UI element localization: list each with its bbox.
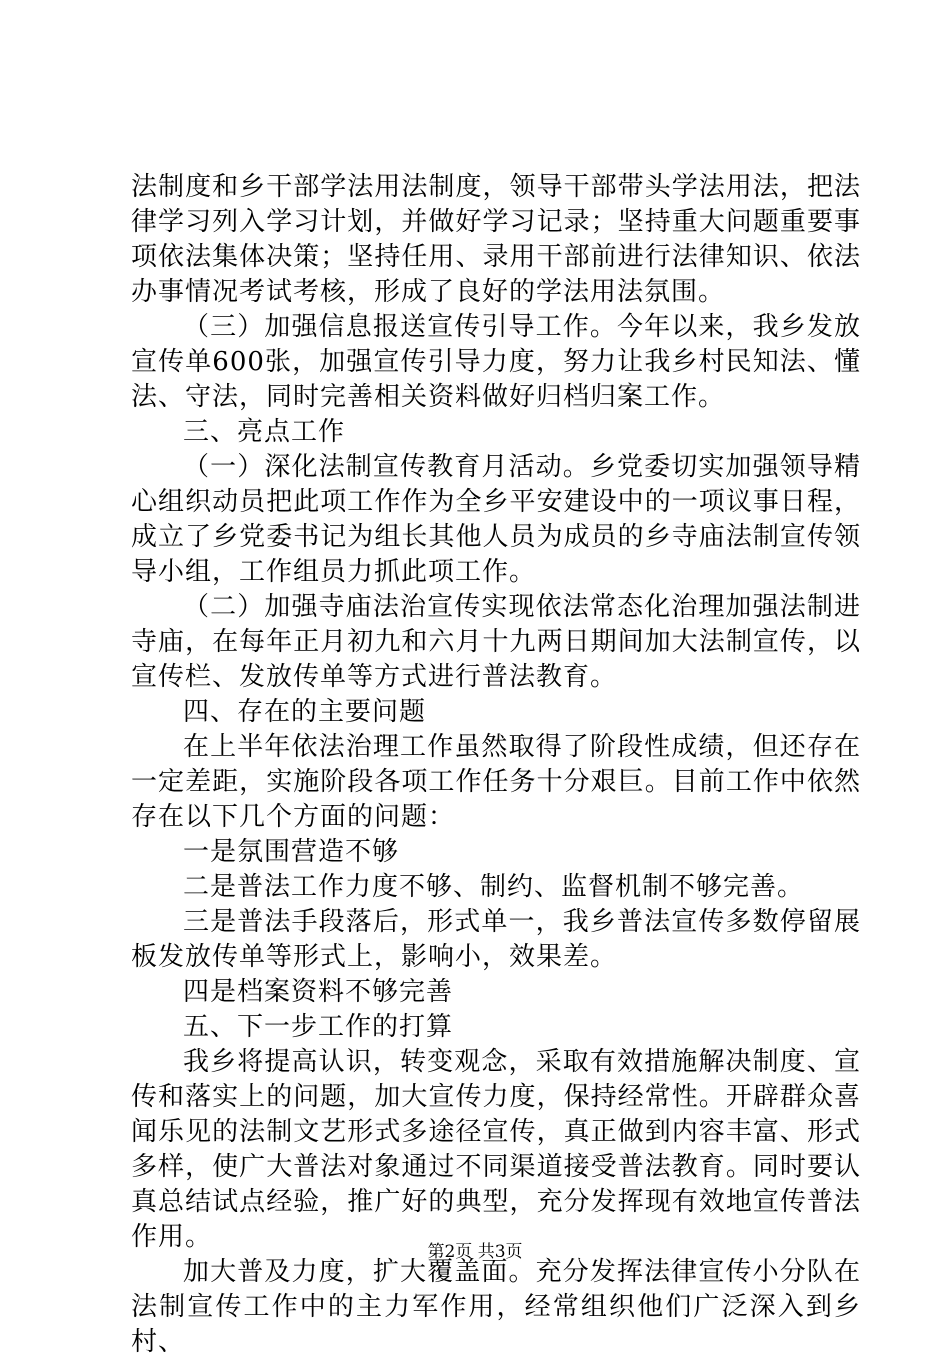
paragraph-legal-month: （一）深化法制宣传教育月活动。乡党委切实加强领导精心组织动员把此项工作作为全乡平安建设中的一项议事日程，成立了乡党委书记为组长其他人员为成员的乡寺庙法制宣传领导小组，工作组员力抓此项工作。 <box>131 452 861 587</box>
paragraph-next-steps: 我乡将提高认识，转变观念，采取有效措施解决制度、宣传和落实上的问题，加大宣传力度，保持经常性。开辟群众喜闻乐见的法制文艺形式多途径宣传，真正做到内容丰富、形式多样，使广大普法对象通过不同渠道接受普法教育。同时要认真总结试点经验，推广好的典型，充分发挥现有效地宣传普法作用。 <box>131 1047 861 1252</box>
paragraph-continuation: 法制度和乡干部学法用法制度，领导干部带头学法用法，把法律学习列入学习计划，并做好学习记录；坚持重大问题重要事项依法集体决策；坚持任用、录用干部前进行法律知识、依法办事情况考试考核，形成了良好的学法用法氛围。 <box>131 172 861 307</box>
paragraph-problems-intro: 在上半年依法治理工作虽然取得了阶段性成绩，但还存在一定差距，实施阶段各项工作任务十分艰巨。目前工作中依然存在以下几个方面的问题： <box>131 732 861 832</box>
page-number-footer: 第2页 共3页 <box>427 1242 523 1262</box>
document-body <box>131 170 861 1360</box>
section-heading-next-steps: 五、下一步工作的打算 <box>183 1012 454 1042</box>
paragraph-temple-legal: （二）加强寺庙法治宣传实现依法常态化治理加强法制进寺庙，在每年正月初九和六月十九两日期间加大法制宣传，以宣传栏、发放传单等方式进行普法教育。 <box>131 592 861 692</box>
paragraph-coverage: 加大普及力度，扩大覆盖面。充分发挥法律宣传小分队在法制宣传工作中的主力军作用，经常组织他们广泛深入到乡村、 <box>131 1257 861 1357</box>
problem-item-4: 四是档案资料不够完善 <box>183 977 454 1007</box>
problem-item-2: 二是普法工作力度不够、制约、监督机制不够完善。 <box>183 872 805 902</box>
problem-item-1: 一是氛围营造不够 <box>183 837 400 867</box>
problem-item-3: 三是普法手段落后，形式单一，我乡普法宣传多数停留展板发放传单等形式上，影响小，效果差。 <box>131 907 861 972</box>
section-heading-problems: 四、存在的主要问题 <box>183 697 427 727</box>
paragraph-info-reporting: （三）加强信息报送宣传引导工作。今年以来，我乡发放宣传单600张，加强宣传引导力度，努力让我乡村民知法、懂法、守法，同时完善相关资料做好归档归案工作。 <box>131 312 861 412</box>
section-heading-highlights: 三、亮点工作 <box>183 417 346 447</box>
